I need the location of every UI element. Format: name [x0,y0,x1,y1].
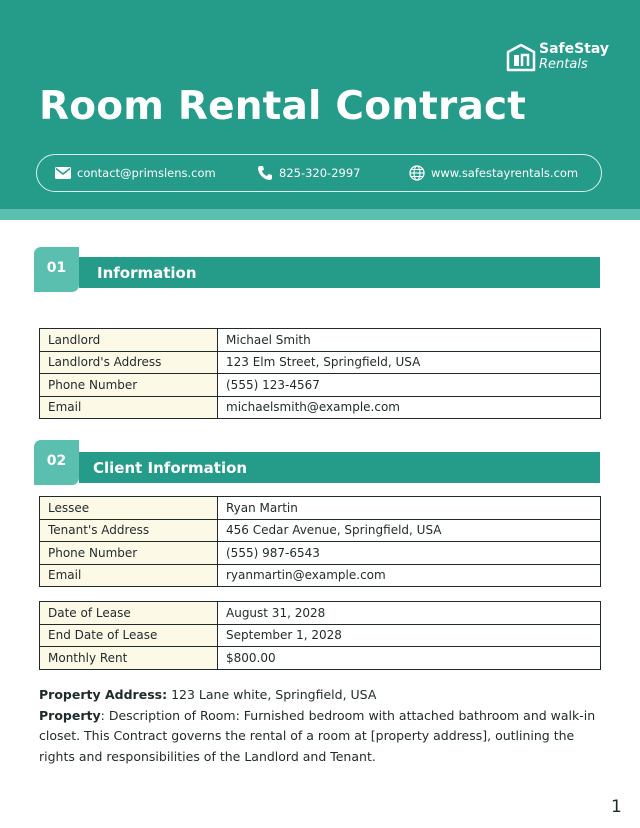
table-row [40,497,601,520]
field-label: Landlord [40,329,218,352]
field-value: 456 Cedar Avenue, Springfield, USA [218,519,601,542]
section-number: 02 [46,452,67,469]
field-value: Ryan Martin [218,497,601,520]
section-header-information [79,257,600,288]
field-label: Tenant's Address [40,519,218,542]
brand-subname: Rentals [539,57,588,72]
contact-email[interactable] [55,155,216,191]
table-row [40,624,601,647]
contact-website-text: www.safestayrentals.com [431,166,579,180]
field-label: Date of Lease [40,602,218,625]
header-accent-strip [0,209,640,220]
property-details [39,685,599,767]
contact-email-text: contact@primslens.com [77,166,216,180]
house-logo-icon [506,42,536,72]
client-table [39,496,601,587]
property-address-line [39,685,599,706]
field-value: (555) 123-4567 [218,374,601,397]
property-label: Property [39,707,101,723]
contact-phone-text: 825-320-2997 [279,166,361,180]
section-number-badge [34,440,79,485]
phone-icon [257,165,273,181]
brand-name: SafeStay [539,41,610,57]
table-row [40,396,601,419]
field-label: Email [40,564,218,587]
property-description-text: : Description of Room: Furnished bedroom with attached bathroom and walk-in closet. This Contract governs the rental of a room at [property address], outlining the rights and responsibilities of the Landlord and Tenant. [39,707,596,764]
table-row [40,602,601,625]
envelope-icon [55,167,71,179]
table-row [40,329,601,352]
table-row [40,647,601,670]
landlord-table [39,328,601,419]
field-value: $800.00 [218,647,601,670]
field-value: ryanmartin@example.com [218,564,601,587]
table-row [40,351,601,374]
lease-table [39,601,601,670]
field-label: Email [40,396,218,419]
section-number-badge [34,247,79,292]
section-number: 01 [46,259,67,276]
field-value: September 1, 2028 [218,624,601,647]
field-label: Phone Number [40,542,218,565]
field-value: (555) 987-6543 [218,542,601,565]
table-row [40,564,601,587]
brand-logo [506,41,609,73]
property-address-value: 123 Lane white, Springfield, USA [171,687,377,702]
contact-phone[interactable] [257,155,360,191]
field-label: Landlord's Address [40,351,218,374]
section-header-client-information [79,452,600,483]
contact-bar [36,154,602,192]
field-value: August 31, 2028 [218,602,601,625]
table-row [40,542,601,565]
page-title: Room Rental Contract [39,84,527,129]
field-label: Monthly Rent [40,647,218,670]
section-title: Client Information [93,458,248,477]
section-title: Information [97,263,197,282]
field-label: Phone Number [40,374,218,397]
field-value: Michael Smith [218,329,601,352]
table-row [40,374,601,397]
page-number: 1 [611,797,622,817]
table-row [40,519,601,542]
contact-website[interactable] [409,155,578,191]
property-address-label: Property Address: [39,687,168,702]
field-value: 123 Elm Street, Springfield, USA [218,351,601,374]
field-label: Lessee [40,497,218,520]
property-description [39,706,599,768]
field-value: michaelsmith@example.com [218,396,601,419]
field-label: End Date of Lease [40,624,218,647]
globe-icon [409,165,425,181]
